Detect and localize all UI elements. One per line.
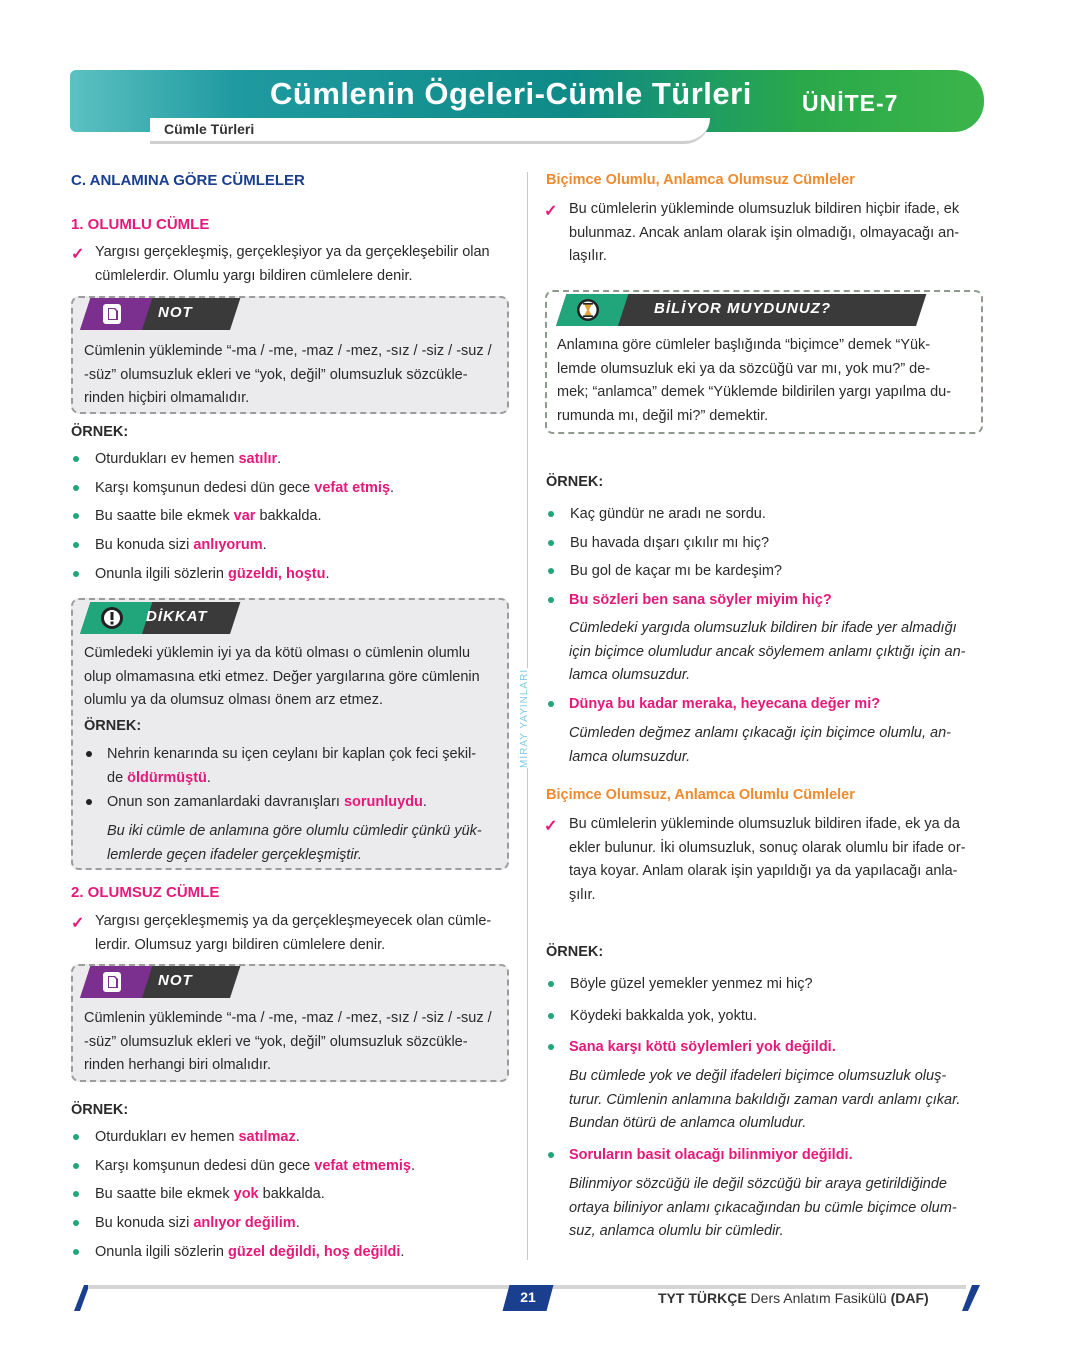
s1-desc (569, 198, 989, 269)
document-icon (100, 302, 124, 326)
biliyor-line: lemde olumsuzluk eki ya da sözcüğü var mı, yok mu?” de- (557, 360, 931, 377)
ornek-label: ÖRNEK: (546, 944, 604, 960)
text: . (206, 769, 211, 786)
check-icon: ✓ (544, 203, 558, 220)
bullet-icon (548, 1152, 554, 1158)
text: Oturdukları ev hemen (95, 1129, 239, 1145)
highlight: satılmaz (238, 1129, 296, 1145)
s1-title: Biçimce Olumlu, Anlamca Olumsuz Cümleler (546, 172, 855, 188)
text: . (400, 1243, 405, 1260)
publisher-text: MİRAY YAYINLARI (519, 668, 530, 768)
bullet-icon (548, 540, 554, 546)
note-line: Bundan ötürü de anlamca olumludur. (569, 1115, 807, 1131)
bullet-icon (73, 542, 79, 548)
note-line: suz, anlamca olumlu bir cümledir. (569, 1223, 784, 1239)
biliyor-line: Anlamına göre cümleler başlığında “biçimce” demek “Yük- (557, 337, 931, 353)
note-line: lamca olumsuzdur. (569, 667, 691, 683)
text: Karşı komşunun dedesi dün gece (95, 479, 315, 496)
highlight: sorunluydu (343, 794, 423, 810)
highlight-example: Sana karşı kötü söylemleri yok değildi. (569, 1039, 836, 1055)
publisher-side-label (519, 668, 537, 768)
page-header (70, 70, 984, 150)
list-item-text (95, 448, 281, 472)
book-title-rest: Ders Anlatım Fasikülü (746, 1290, 891, 1306)
not-text (84, 340, 500, 411)
page-number: 21 (520, 1289, 536, 1305)
document-icon (100, 970, 124, 994)
highlight: yok (233, 1186, 259, 1203)
bullet-icon (548, 1013, 554, 1019)
bullet-icon (73, 1134, 79, 1140)
s1-line: laşılır. (569, 248, 607, 264)
highlight: anlıyor değilim (193, 1215, 296, 1232)
bullet-icon (548, 511, 554, 517)
not-tag (80, 298, 230, 330)
ornek-label: ÖRNEK: (71, 1102, 129, 1118)
bullet-icon (86, 799, 92, 805)
text: de (107, 769, 128, 786)
highlight-example: Soruların basit olacağı bilinmiyor değildi. (569, 1147, 853, 1163)
not-line: -süz” olumsuzluk ekleri ve “yok, değil” olumsuzluk sözcükle- (84, 366, 468, 383)
text: Bu saatte bile ekmek (95, 1186, 234, 1203)
olumlu-desc-line: Yargısı gerçekleşmiş, gerçekleşiyor ya da gerçekleşebilir olan (95, 244, 490, 260)
note-line: Bilinmiyor sözcüğü ile değil sözcüğü bir araya getirildiğinde (569, 1176, 947, 1192)
s2-line: taya koyar. Anlam olarak işin yapıldığı ya da yapılacağı anla- (569, 863, 958, 879)
text: Onunla ilgili sözlerin (95, 1243, 228, 1260)
text: Kaç gündür ne aradı ne sordu. (570, 506, 766, 522)
not-line: rinden herhangi biri olmalıdır. (84, 1057, 271, 1073)
dikkat-note-line: lemlerde geçen ifadeler gerçekleşmiştir. (107, 846, 362, 863)
s2-title: Biçimce Olumsuz, Anlamca Olumlu Cümleler (546, 787, 855, 803)
note-line: lamca olumsuzdur. (569, 748, 691, 765)
s2-line: ekler bulunur. İki olumsuzluk, sonuç olarak olumlu bir ifade or- (569, 839, 966, 856)
highlight: vefat etmemiş (314, 1157, 411, 1174)
not-label: NOT (158, 304, 193, 321)
bullet-icon (73, 571, 79, 577)
text: Karşı komşunun dedesi dün gece (95, 1157, 315, 1174)
highlight: var (233, 508, 256, 525)
check-icon: ✓ (544, 818, 558, 835)
highlight: güzel değildi, hoş değildi (227, 1243, 401, 1260)
list-item-text (570, 973, 813, 997)
not-line: Cümlenin yükleminde “-ma / -me, -maz / -mez, -sız / -siz / -suz / (84, 343, 492, 359)
olumsuz-desc (95, 910, 515, 957)
olumlu-desc-line: cümlelerdir. Olumlu yargı bildiren cümlelere denir. (95, 267, 413, 284)
biliyor-line: rumunda mı, değil mi?” demektir. (557, 407, 769, 424)
dikkat-line: olup olmamasına etki etmez. Değer yargılarına göre cümlenin (84, 668, 480, 685)
dikkat-example (107, 791, 427, 815)
olumlu-title: 1. OLUMLU CÜMLE (71, 216, 210, 233)
dikkat-example-line: Nehrin kenarında su içen ceylanı bir kaplan çok feci şekil- (107, 746, 477, 762)
dikkat-label: DİKKAT (146, 608, 208, 625)
text: Oturdukları ev hemen (95, 451, 239, 467)
olumsuz-desc-line: Yargısı gerçekleşmemiş ya da gerçekleşmeyecek olan cümle- (95, 913, 492, 929)
s2-desc (569, 813, 989, 907)
text: bakkalda. (258, 1186, 325, 1203)
list-item-text (570, 532, 769, 556)
text: . (422, 794, 427, 810)
text: . (325, 565, 330, 582)
hourglass-icon (576, 298, 600, 322)
note-line: için biçimce olumludur ancak söylemem anlamı çıktığı için an- (569, 643, 966, 660)
not-line: rinden hiçbiri olmamalıdır. (84, 390, 250, 406)
list-item-text (95, 1183, 325, 1207)
dikkat-note (107, 820, 507, 867)
list-item-text (95, 534, 267, 558)
highlight: öldürmüştü (127, 769, 207, 786)
bullet-icon (73, 1191, 79, 1197)
list-item-text (95, 505, 322, 529)
bullet-icon (548, 981, 554, 987)
text: Onun son zamanlardaki davranışları (107, 794, 344, 810)
bullet-icon (73, 485, 79, 491)
list-item-text (95, 1212, 300, 1236)
check-icon: ✓ (71, 915, 85, 932)
biliyor-tag (556, 294, 916, 326)
dikkat-text (84, 642, 500, 713)
s2-line: Bu cümlelerin yükleminde olumsuzluk bildiren ifade, ek ya da (569, 816, 960, 832)
ornek-label: ÖRNEK: (84, 718, 142, 734)
olumlu-desc (95, 241, 515, 288)
page-footer (70, 1283, 984, 1313)
bullet-icon (73, 513, 79, 519)
text: . (410, 1157, 415, 1174)
s1-line: bulunmaz. Ancak anlam olarak işin olmadığı, olmayacağı an- (569, 224, 960, 241)
not-line: Cümlenin yükleminde “-ma / -me, -maz / -mez, -sız / -siz / -suz / (84, 1010, 492, 1026)
not-text (84, 1007, 500, 1078)
example-note (569, 617, 989, 688)
example-note (569, 1173, 989, 1244)
dikkat-example-line (107, 767, 507, 791)
dikkat-line: olumlu ya da olumsuz olması önem arz etmez. (84, 692, 383, 708)
list-item-text (95, 1241, 404, 1265)
biliyor-text (557, 334, 973, 428)
list-item-text (570, 560, 782, 584)
biliyor-line: mek; “anlamca” demek “Yüklemde bildirilen yargı yapılma du- (557, 384, 952, 400)
text: . (262, 537, 267, 554)
section-title: C. ANLAMINA GÖRE CÜMLELER (71, 172, 305, 189)
highlight: vefat etmiş (314, 479, 391, 496)
page-subtitle: Cümle Türleri (164, 121, 255, 137)
text: . (277, 451, 282, 467)
s2-line: şılır. (569, 886, 596, 903)
olumsuz-desc-line: lerdir. Olumsuz yargı bildiren cümlelere denir. (95, 936, 386, 953)
highlight: satılır (238, 451, 278, 467)
book-tag: (DAF) (890, 1290, 929, 1306)
text: Bu konuda sizi (95, 537, 194, 554)
list-item-text (95, 563, 329, 587)
note-line: turur. Cümlenin anlamına bakıldığı zaman vardı anlamı çıkar. (569, 1091, 961, 1108)
bullet-icon (548, 568, 554, 574)
biliyor-label: BİLİYOR MUYDUNUZ? (654, 300, 831, 317)
list-item-text (95, 1126, 300, 1150)
list-item-text (570, 503, 766, 527)
book-title (658, 1290, 929, 1306)
list-item-text (95, 1155, 415, 1179)
dikkat-line: Cümledeki yüklemin iyi ya da kötü olması o cümlenin olumlu (84, 645, 471, 661)
dikkat-tag (80, 602, 230, 634)
bullet-icon (86, 751, 92, 757)
highlight: güzeldi, hoştu (227, 565, 326, 582)
bullet-icon (548, 1044, 554, 1050)
text: Bu konuda sizi (95, 1215, 194, 1232)
page-title: Cümlenin Ögeleri-Cümle Türleri (270, 76, 752, 111)
not-tag (80, 966, 230, 998)
ornek-label: ÖRNEK: (546, 474, 604, 490)
list-item-text (95, 477, 394, 501)
note-line: ortaya biliniyor anlamı çıkacağından bu cümle biçimce olum- (569, 1199, 957, 1216)
warning-icon (100, 606, 124, 630)
text: . (295, 1129, 300, 1145)
text: . (390, 479, 395, 496)
highlight-example: Dünya bu kadar meraka, heyecana değer mi? (569, 696, 881, 712)
bullet-icon (73, 1249, 79, 1255)
s1-line: Bu cümlelerin yükleminde olumsuzluk bildiren hiçbir ifade, ek (569, 201, 960, 217)
bullet-icon (73, 1163, 79, 1169)
text: Köydeki bakkalda yok, yoktu. (570, 1008, 757, 1024)
highlight: anlıyorum (193, 537, 263, 554)
bullet-icon (73, 456, 79, 462)
olumsuz-title: 2. OLUMSUZ CÜMLE (71, 884, 220, 901)
text: Bu gol de kaçar mı be kardeşim? (570, 563, 782, 580)
note-line: Cümleden değmez anlamı çıkacağı için biçimce olumlu, an- (569, 725, 952, 741)
bullet-icon (548, 597, 554, 603)
book-title-bold: TYT TÜRKÇE (658, 1290, 747, 1306)
example-note (569, 722, 989, 769)
check-icon: ✓ (71, 246, 85, 263)
note-line: Cümledeki yargıda olumsuzluk bildiren bir ifade yer almadığı (569, 620, 957, 636)
not-line: -süz” olumsuzluk ekleri ve “yok, değil” olumsuzluk sözcükle- (84, 1033, 468, 1050)
note-line: Bu cümlede yok ve değil ifadeleri biçimce olumsuzluk oluş- (569, 1068, 947, 1084)
dikkat-example (107, 743, 507, 790)
text: . (295, 1215, 300, 1232)
unit-label: ÜNİTE-7 (802, 90, 899, 116)
bullet-icon (548, 701, 554, 707)
dikkat-note-line: Bu iki cümle de anlamına göre olumlu cümledir çünkü yük- (107, 823, 482, 839)
highlight-example: Bu sözleri ben sana söyler miyim hiç? (569, 592, 832, 608)
list-item-text (570, 1005, 757, 1029)
bullet-icon (73, 1220, 79, 1226)
subtitle-bar (150, 118, 710, 144)
not-label: NOT (158, 972, 193, 989)
text: Onunla ilgili sözlerin (95, 565, 228, 582)
text: Böyle güzel yemekler yenmez mi hiç? (570, 976, 813, 992)
text: Bu havada dışarı çıkılır mı hiç? (570, 534, 770, 551)
ornek-label: ÖRNEK: (71, 424, 129, 440)
text: Bu saatte bile ekmek (95, 508, 234, 525)
example-note (569, 1065, 989, 1136)
text: bakkalda. (255, 508, 322, 525)
